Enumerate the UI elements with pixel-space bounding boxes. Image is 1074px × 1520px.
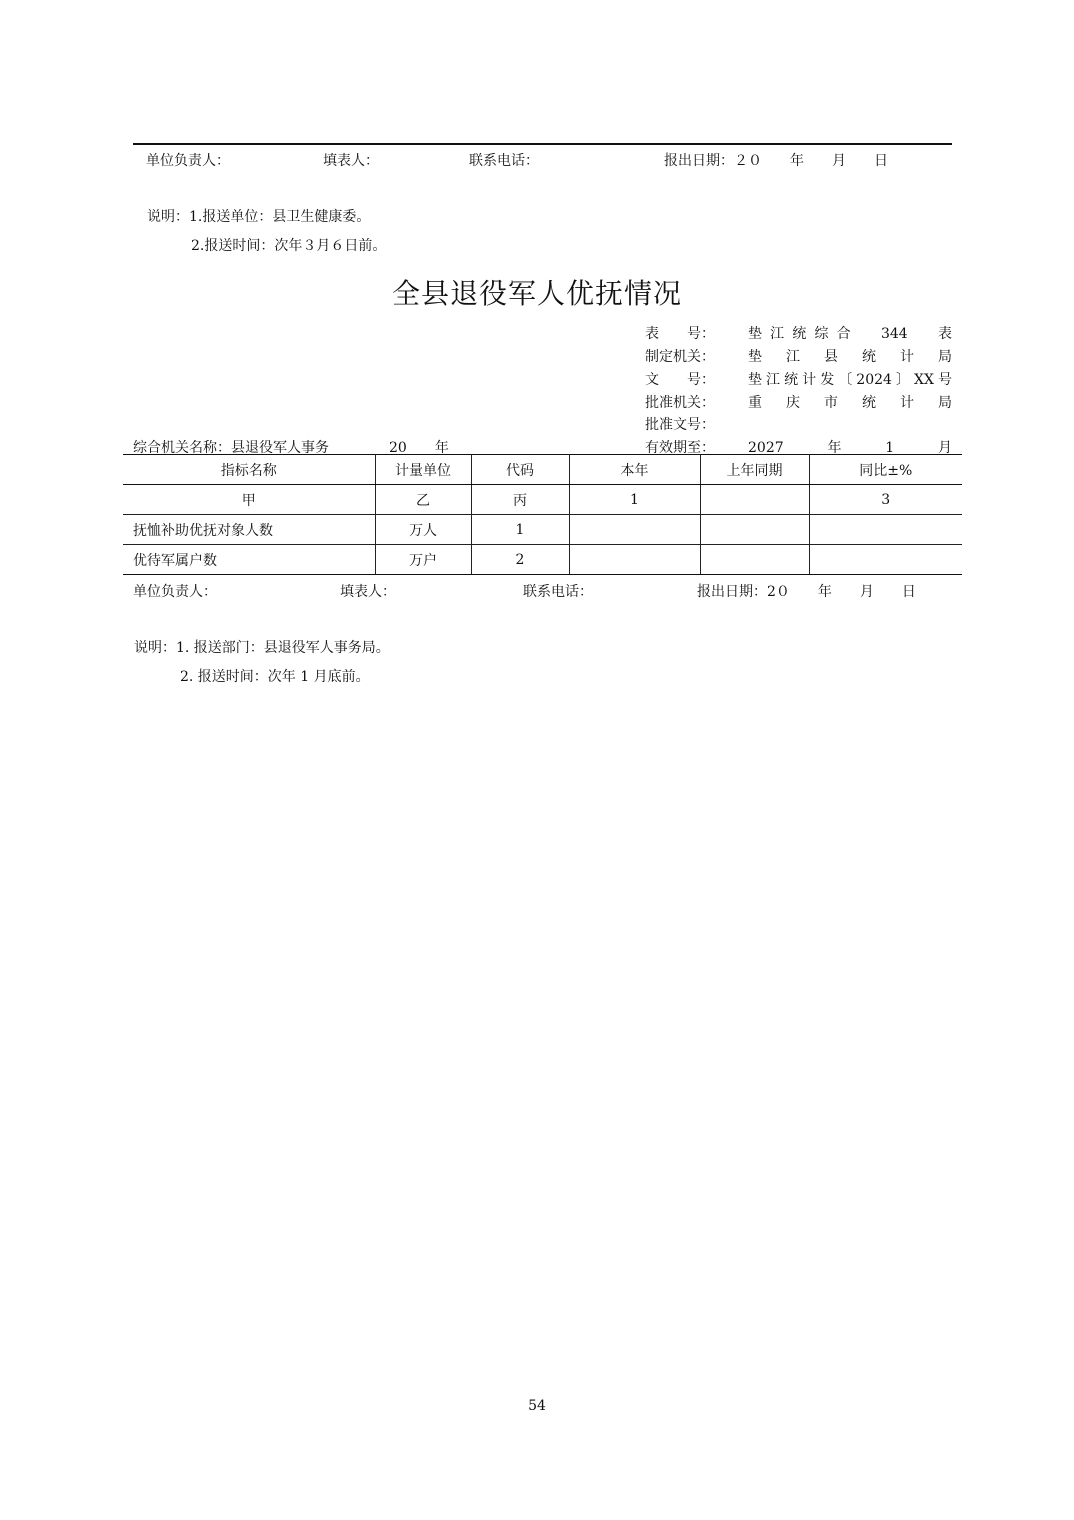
table-cell: 万户 — [375, 545, 471, 575]
code-cell: 丙 — [471, 485, 569, 515]
prev-phone-label: 联系电话： — [469, 153, 539, 169]
meta-label-doc-no: 文 号： — [645, 372, 715, 388]
meta-value-valid-until: 2027年1月 — [748, 440, 952, 456]
meta-label-issuer: 制定机关： — [645, 349, 715, 365]
prev-note-1: 说明：1.报送单位：县卫生健康委。 — [147, 209, 371, 225]
header-cell: 同比±% — [809, 455, 962, 485]
code-cell: 甲 — [123, 485, 375, 515]
prev-head-label: 单位负责人： — [146, 153, 230, 169]
top-rule — [133, 143, 952, 145]
head-label: 单位负责人： — [133, 584, 217, 600]
table-cell: 抚恤补助优抚对象人数 — [123, 515, 375, 545]
meta-label-approver: 批准机关： — [645, 395, 715, 411]
table-input-cell[interactable] — [809, 545, 962, 575]
table-cell: 2 — [471, 545, 569, 575]
note-1: 说明：1. 报送部门：县退役军人事务局。 — [134, 640, 390, 656]
code-cell: 3 — [809, 485, 962, 515]
header-cell: 代码 — [471, 455, 569, 485]
code-cell — [700, 485, 809, 515]
table-code-row — [123, 485, 962, 515]
prev-filler-label: 填表人： — [323, 153, 379, 169]
table-cell: 万人 — [375, 515, 471, 545]
year-field: 20 年 — [389, 440, 449, 456]
prev-date-label: 报出日期：２０ 年 月 日 — [664, 153, 888, 169]
meta-value-form-no: 垫江统综合 344 表 — [748, 326, 952, 342]
code-cell: 1 — [569, 485, 700, 515]
header-cell: 上年同期 — [700, 455, 809, 485]
table-input-cell[interactable] — [569, 515, 700, 545]
phone-label: 联系电话： — [523, 584, 593, 600]
header-cell: 指标名称 — [123, 455, 375, 485]
table-row — [123, 515, 962, 545]
table-input-cell[interactable] — [700, 515, 809, 545]
meta-label-valid-until: 有效期至： — [645, 440, 715, 456]
table-input-cell[interactable] — [569, 545, 700, 575]
date-label: 报出日期：2０ 年 月 日 — [697, 584, 916, 600]
prev-note-2: 2.报送时间：次年３月６日前。 — [191, 238, 387, 254]
page-number: 54 — [528, 1398, 546, 1414]
filler-label: 填表人： — [340, 584, 396, 600]
meta-value-issuer: 垫江县统计局 — [748, 349, 952, 365]
org-name: 综合机关名称：县退役军人事务 — [133, 440, 329, 456]
meta-label-form-no: 表 号： — [645, 326, 715, 342]
header-cell: 计量单位 — [375, 455, 471, 485]
page-title: 全县退役军人优抚情况 — [391, 277, 682, 310]
note-2: 2. 报送时间：次年 1 月底前。 — [180, 669, 370, 685]
table-row — [123, 545, 962, 575]
code-cell: 乙 — [375, 485, 471, 515]
meta-value-doc-no: 垫江统计发〔2024〕XX号 — [748, 372, 952, 388]
table-cell: 1 — [471, 515, 569, 545]
meta-label-approval-no: 批准文号： — [645, 417, 715, 433]
table-cell: 优待军属户数 — [123, 545, 375, 575]
table-input-cell[interactable] — [809, 515, 962, 545]
meta-value-approver: 重庆市统计局 — [748, 395, 952, 411]
data-table — [123, 454, 962, 575]
header-cell: 本年 — [569, 455, 700, 485]
table-input-cell[interactable] — [700, 545, 809, 575]
table-header-row — [123, 455, 962, 485]
